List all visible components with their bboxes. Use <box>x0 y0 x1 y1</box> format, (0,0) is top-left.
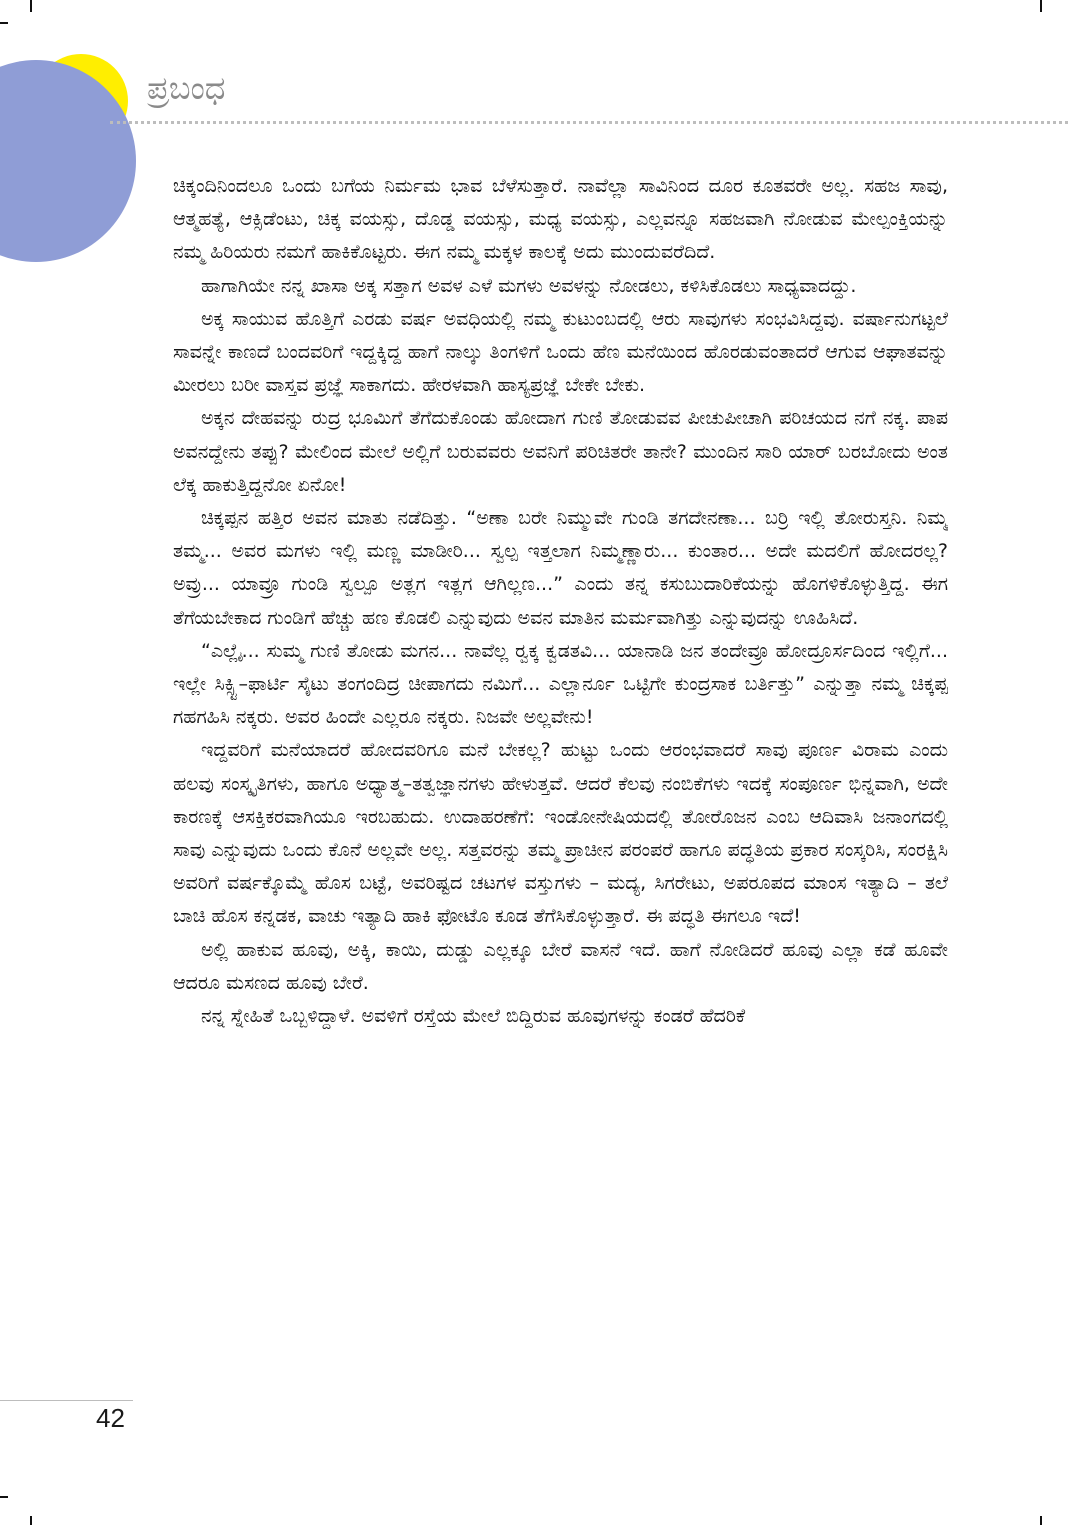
crop-mark-top-right <box>1040 0 1042 12</box>
paragraph: ಚಿಕ್ಕಪ್ಪನ ಹತ್ತಿರ ಅವನ ಮಾತು ನಡೆದಿತ್ತು. “ಅಣಾ ಬರೇ ನಿಮ್ಮುವೇ ಗುಂಡಿ ತಗದೇನಣಾ... ಬರ್‍ರಿ ಇಲ್ಲಿ ತೋರುಸ್ತನಿ. ನಿಮ್ಮ ತಮ್ಮ... ಅವರ ಮಗಳು ಇಲ್ಲಿ ಮಣ್ಣ ಮಾಡೀರಿ... ಸ್ವಲ್ಪ ಇತ್ತಲಾಗ ನಿಮ್ಮಣ್ಣಾರು... ಕುಂತಾರ... ಅದೇ ಮದಲಿಗೆ ಹೋದರಲ್ಲ? ಅವ್ರು... ಯಾವ್ರೂ ಗುಂಡಿ ಸ್ವಲ್ಪೂ ಅತ್ಲಗ ಇತ್ಲಗ ಆಗಿಲ್ಲಣ...” ಎಂದು ತನ್ನ ಕಸುಬುದಾರಿಕೆಯನ್ನು ಹೊಗಳಿಕೊಳ್ಳುತ್ತಿದ್ದ. ಈಗ ತೆಗೆಯಬೇಕಾದ ಗುಂಡಿಗೆ ಹೆಚ್ಚು ಹಣ ಕೊಡಲಿ ಎನ್ನುವುದು ಅವನ ಮಾತಿನ ಮರ್ಮವಾಗಿತ್ತು ಎನ್ನುವುದನ್ನು ಊಹಿಸಿದೆ. <box>173 507 948 629</box>
paragraph: ಚಿಕ್ಕಂದಿನಿಂದಲೂ ಒಂದು ಬಗೆಯ ನಿರ್ಮಮ ಭಾವ ಬೆಳೆಸುತ್ತಾರೆ. ನಾವೆಲ್ಲಾ ಸಾವಿನಿಂದ ದೂರ ಕೂತವರೇ ಅಲ್ಲ. ಸಹಜ ಸಾವು, ಆತ್ಮಹತ್ಯೆ, ಆಕ್ಸಿಡೆಂಟು, ಚಿಕ್ಕ ವಯಸ್ಸು, ದೊಡ್ಡ ವಯಸ್ಸು, ಮಧ್ಯ ವಯಸ್ಸು, ಎಲ್ಲವನ್ನೂ ಸಹಜವಾಗಿ ನೋಡುವ ಮೇಲ್ಪಂಕ್ತಿಯನ್ನು ನಮ್ಮ ಹಿರಿಯರು ನಮಗೆ ಹಾಕಿಕೊಟ್ಟರು. ಈಗ ನಮ್ಮ ಮಕ್ಕಳ ಕಾಲಕ್ಕೆ ಅದು ಮುಂದುವರೆದಿದೆ. <box>173 175 948 264</box>
crop-mark-bottom-left <box>30 1516 32 1525</box>
paragraph: ಇದ್ದವರಿಗೆ ಮನೆಯಾದರೆ ಹೋದವರಿಗೂ ಮನೆ ಬೇಕಲ್ಲ? ಹುಟ್ಟು ಒಂದು ಆರಂಭವಾದರೆ ಸಾವು ಪೂರ್ಣ ವಿರಾಮ ಎಂದು ಹಲವು ಸಂಸ್ಕೃತಿಗಳು, ಹಾಗೂ ಅಧ್ಯಾತ್ಮ–ತತ್ವಜ್ಞಾನಗಳು ಹೇಳುತ್ತವೆ. ಆದರೆ ಕೆಲವು ನಂಬಿಕೆಗಳು ಇದಕ್ಕೆ ಸಂಪೂರ್ಣ ಭಿನ್ನವಾಗಿ, ಅದೇ ಕಾರಣಕ್ಕೆ ಆಸಕ್ತಿಕರವಾಗಿಯೂ ಇರಬಹುದು. ಉದಾಹರಣೆಗೆ: ಇಂಡೋನೇಷಿಯದಲ್ಲಿ ತೋರೊಜನ ಎಂಬ ಆದಿವಾಸಿ ಜನಾಂಗದಲ್ಲಿ ಸಾವು ಎನ್ನುವುದು ಒಂದು ಕೊನೆ ಅಲ್ಲವೇ ಅಲ್ಲ. ಸತ್ತವರನ್ನು ತಮ್ಮ ಪ್ರಾಚೀನ ಪರಂಪರೆ ಹಾಗೂ ಪದ್ಧತಿಯ ಪ್ರಕಾರ ಸಂಸ್ಕರಿಸಿ, ಸಂರಕ್ಷಿಸಿ ಅವರಿಗೆ ವರ್ಷಕ್ಕೊಮ್ಮೆ ಹೊಸ ಬಟ್ಟೆ, ಅವರಿಷ್ಟದ ಚಟಗಳ ವಸ್ತುಗಳು – ಮದ್ಯ, ಸಿಗರೇಟು, ಅಪರೂಪದ ಮಾಂಸ ಇತ್ಯಾದಿ – ತಲೆ ಬಾಚಿ ಹೊಸ ಕನ್ನಡಕ, ವಾಚು ಇತ್ಯಾದಿ ಹಾಕಿ ಫೋಟೊ ಕೂಡ ತೆಗೆಸಿಕೊಳ್ಳುತ್ತಾರೆ. ಈ ಪದ್ಧತಿ ಈಗಲೂ ಇದೆ! <box>173 739 948 928</box>
paragraph: ಹಾಗಾಗಿಯೇ ನನ್ನ ಖಾಸಾ ಅಕ್ಕ ಸತ್ತಾಗ ಅವಳ ಎಳೆ ಮಗಳು ಅವಳನ್ನು ನೋಡಲು, ಕಳಿಸಿಕೊಡಲು ಸಾಧ್ಯವಾದದ್ದು. <box>201 274 857 297</box>
article-body <box>173 170 948 1395</box>
paragraph: ಅಲ್ಲಿ ಹಾಕುವ ಹೂವು, ಅಕ್ಕಿ, ಕಾಯಿ, ದುಡ್ಡು ಎಲ್ಲಕ್ಕೂ ಬೇರೆ ವಾಸನೆ ಇದೆ. ಹಾಗೆ ನೋಡಿದರೆ ಹೂವು ಎಲ್ಲಾ ಕಡೆ ಹೂವೇ ಆದರೂ ಮಸಣದ ಹೂವು ಬೇರೆ. <box>173 938 948 994</box>
crop-mark-top-left <box>30 0 32 12</box>
header-dotted-rule <box>110 121 1068 124</box>
page-number: 42 <box>96 1403 125 1433</box>
paragraph: ಅಕ್ಕ ಸಾಯುವ ಹೊತ್ತಿಗೆ ಎರಡು ವರ್ಷ ಅವಧಿಯಲ್ಲಿ ನಮ್ಮ ಕುಟುಂಬದಲ್ಲಿ ಆರು ಸಾವುಗಳು ಸಂಭವಿಸಿದ್ದವು. ವರ್ಷಾನುಗಟ್ಟಲೆ ಸಾವನ್ನೇ ಕಾಣದೆ ಬಂದವರಿಗೆ ಇದ್ದಕ್ಕಿದ್ದ ಹಾಗೆ ನಾಲ್ಕು ತಿಂಗಳಿಗೆ ಒಂದು ಹೆಣ ಮನೆಯಿಂದ ಹೊರಡುವಂತಾದರೆ ಆಗುವ ಆಘಾತವನ್ನು ಮೀರಲು ಬರೀ ವಾಸ್ತವ ಪ್ರಜ್ಞೆ ಸಾಕಾಗದು. ಹೇರಳವಾಗಿ ಹಾಸ್ಯಪ್ರಜ್ಞೆ ಬೇಕೇ ಬೇಕು. <box>173 307 948 397</box>
crop-mark-bottom-right <box>1040 1516 1042 1525</box>
footer-rule <box>0 1400 133 1401</box>
crop-mark-left-top <box>0 22 8 24</box>
section-title: ಪ್ರಬಂಧ <box>147 69 226 107</box>
paragraph: ಅಕ್ಕನ ದೇಹವನ್ನು ರುದ್ರ ಭೂಮಿಗೆ ತೆಗೆದುಕೊಂಡು ಹೋದಾಗ ಗುಣಿ ತೋಡುವವ ಪೀಚುಪೀಚಾಗಿ ಪರಿಚಯದ ನಗೆ ನಕ್ಕ. ಪಾಪ ಅವನದ್ದೇನು ತಪ್ಪು? ಮೇಲಿಂದ ಮೇಲೆ ಅಲ್ಲಿಗೆ ಬರುವವರು ಅವನಿಗೆ ಪರಿಚಿತರೇ ತಾನೇ? ಮುಂದಿನ ಸಾರಿ ಯಾರ್ ಬರಬೋದು ಅಂತ ಲೆಕ್ಕ ಹಾಕುತ್ತಿದ್ದನೋ ಏನೋ! <box>173 407 948 496</box>
paragraph: ನನ್ನ ಸ್ನೇಹಿತೆ ಒಬ್ಬಳಿದ್ದಾಳೆ. ಅವಳಿಗೆ ರಸ್ತೆಯ ಮೇಲೆ ಬಿದ್ದಿರುವ ಹೂವುಗಳನ್ನು ಕಂಡರೆ ಹೆದರಿಕೆ <box>201 1005 746 1028</box>
crop-mark-left-bottom <box>0 1496 8 1498</box>
paragraph: “ಎಲ್ಲೈ... ಸುಮ್ಮ ಗುಣಿ ತೋಡು ಮಗನ... ನಾವೆಲ್ಲ ರ್‍ವಕ್ಕ ಕ್ವಡತವಿ... ಯಾನಾಡಿ ಜನ ತಂದೇವ್ರೂ ಹೋದ್ರೂರ್ಸದಿಂದ ಇಲ್ಲಿಗೆ... ಇಲ್ಲೇ ಸಿಕ್ಸ್ಟಿ–ಫಾರ್ಟಿ ಸೈಟು ತಂಗಂದಿದ್ರ ಚೀಪಾಗದು ನಮಿಗೆ... ಎಲ್ಲಾರ್ನೂ ಒಟ್ಟಿಗೇ ಕುಂದ್ರಸಾಕ ಬರ್ತಿತ್ತು” ಎನ್ನುತ್ತಾ ನಮ್ಮ ಚಿಕ್ಕಪ್ಪ ಗಹಗಹಿಸಿ ನಕ್ಕರು. ಅವರ ಹಿಂದೇ ಎಲ್ಲರೂ ನಕ್ಕರು. ನಿಜವೇ ಅಲ್ಲವೇನು! <box>173 639 948 729</box>
